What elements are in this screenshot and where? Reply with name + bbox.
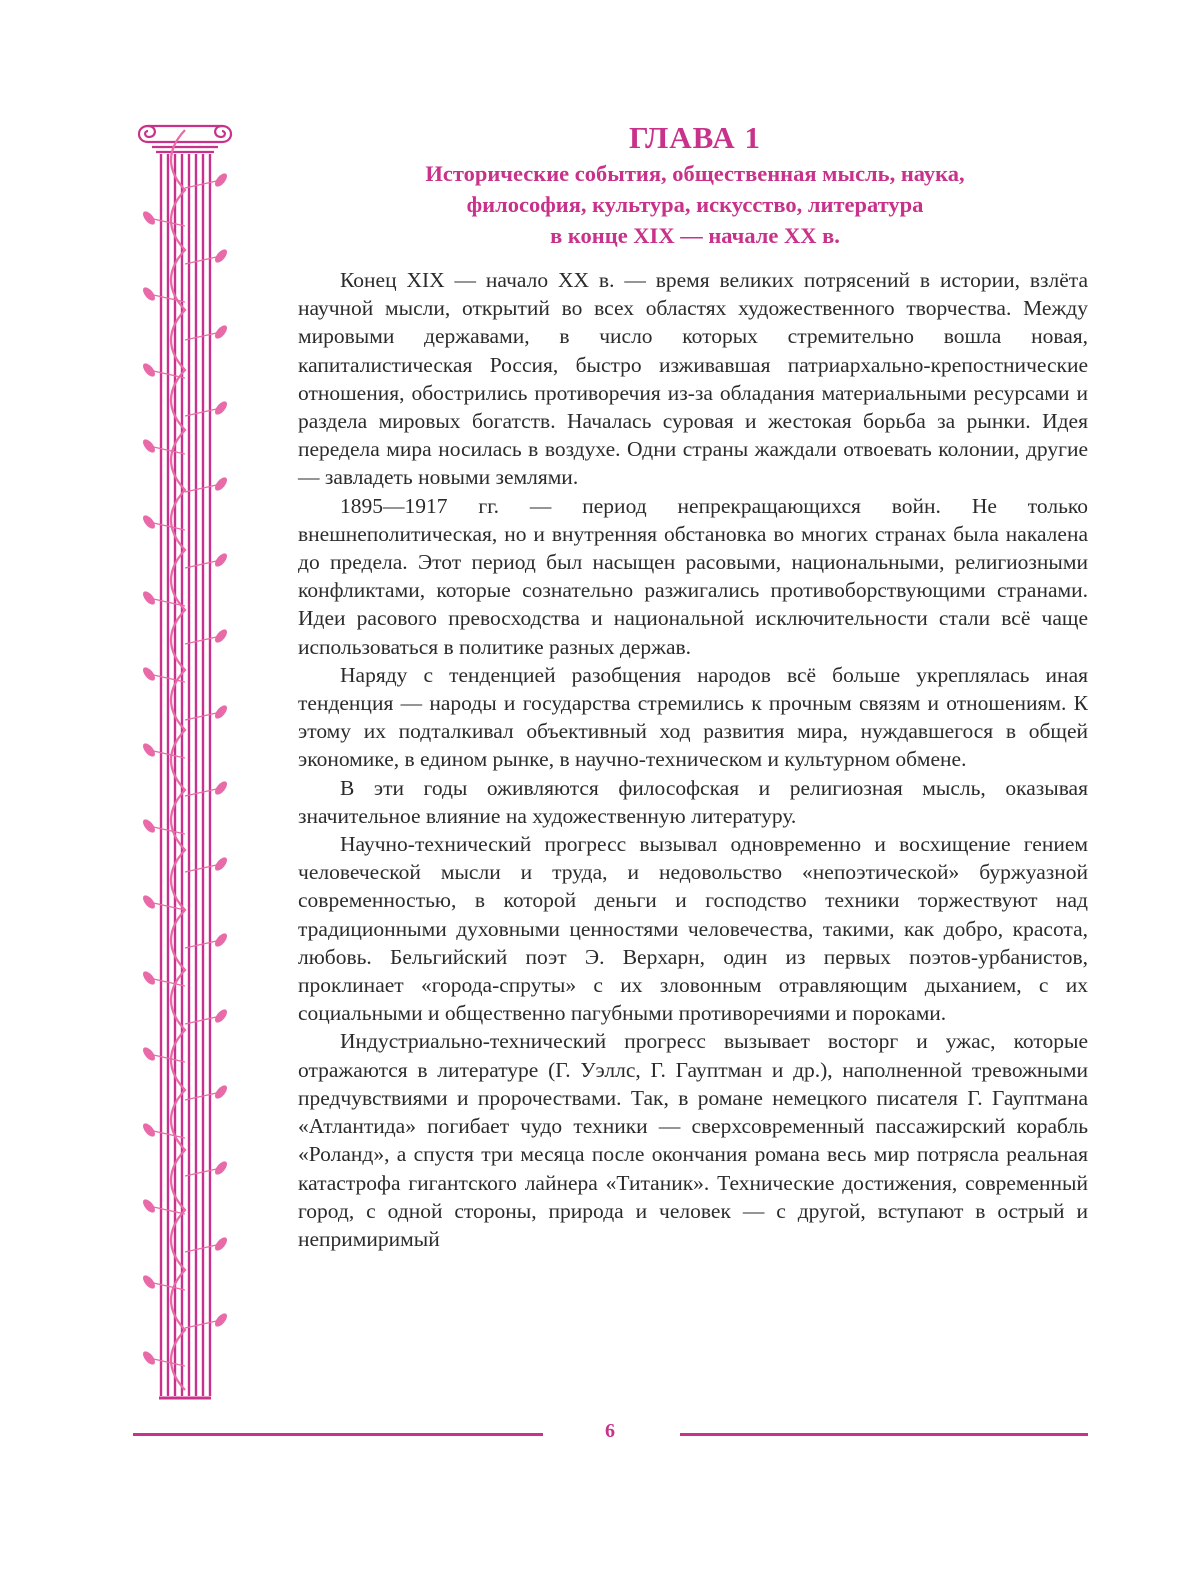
ionic-column-icon bbox=[130, 120, 240, 1410]
footer-rule-left bbox=[133, 1433, 543, 1436]
paragraph: Конец XIX — начало XX в. — время великих потрясений в истории, взлёта научной мысли, открытий во всех областях художественного творчества. Между мировыми державами, в число которых стремительно вошла новая, капиталистическая Россия, быстро изживавшая патриархально-крепостнические отношения, обострились противоречия из-за обладания материальными ресурсами и раздела мировых богатств. Началась суровая и жестокая борьба за рынки. Идея передела мира носилась в воздухе. Одни страны жаждали отвоевать колонии, другие — завладеть новыми землями. bbox=[298, 268, 1088, 490]
paragraph: 1895—1917 гг. — период непрекращающихся войн. Не только внешнеполитическая, но и внутренняя обстановка во многих странах была накалена до предела. Этот период был насыщен расовыми, национальными, религиозными конфликтами, которые сознательно разжигались противоборствующими странами. Идеи расового превосходства и национальной исключительности стали всё чаще использоваться в политике разных держав. bbox=[298, 493, 1088, 659]
chapter-header bbox=[300, 118, 1090, 251]
footer-rule-right bbox=[680, 1433, 1088, 1436]
page-number: 6 bbox=[605, 1420, 615, 1442]
paragraph: Наряду с тенденцией разобщения народов всё больше укреплялась иная тенденция — народы и государства стремились к прочным связям и отношениям. К этому их подталкивал объективный ход развития мира, нуждавшегося в общей экономике, в едином рынке, в научно-техническом и культурном обмене. bbox=[298, 662, 1088, 772]
vine-leaves-icon bbox=[141, 130, 229, 1390]
chapter-subtitle-line-1: Исторические события, общественная мысль, наука, bbox=[425, 161, 965, 186]
chapter-subtitle-line-3: в конце XIX — начале XX в. bbox=[550, 223, 840, 248]
paragraph: Индустриально-технический прогресс вызывает восторг и ужас, которые отражаются в литературе (Г. Уэллс, Г. Гауптман и др.), наполненной тревожными предчувствиями и пророчествами. Так, в романе немецкого писателя Г. Гауптмана «Атлантида» погибает чудо техники — сверхсовременный пассажирский корабль «Роланд», а спустя три месяца после окончания романа весь мир потрясла реальная катастрофа гигантского лайнера «Титаник». Технические достижения, современный город, с одной стороны, природа и человек — с другой, вступают в острый и непримиримый bbox=[298, 1029, 1088, 1251]
chapter-subtitle-line-2: философия, культура, искусство, литература bbox=[466, 192, 924, 217]
paragraph: В эти годы оживляются философская и религиозная мысль, оказывая значительное влияние на художественную литературу. bbox=[298, 775, 1088, 828]
paragraph: Научно-технический прогресс вызывал одновременно и восхищение гением человеческой мысли и труда, и недовольство «непоэтической» буржуазной современностью, в которой деньги и господство техники торжествуют над традиционными духовными ценностями человечества, такими, как добро, красота, любовь. Бельгийский поэт Э. Верхарн, один из первых поэтов-урбанистов, проклинает «города-спруты» с их зловонным отравляющим дыханием, с их социальными и общественно пагубными противоречиями и пороками. bbox=[298, 832, 1088, 1026]
chapter-body bbox=[298, 266, 1088, 1253]
chapter-title: ГЛАВА 1 bbox=[629, 120, 761, 155]
